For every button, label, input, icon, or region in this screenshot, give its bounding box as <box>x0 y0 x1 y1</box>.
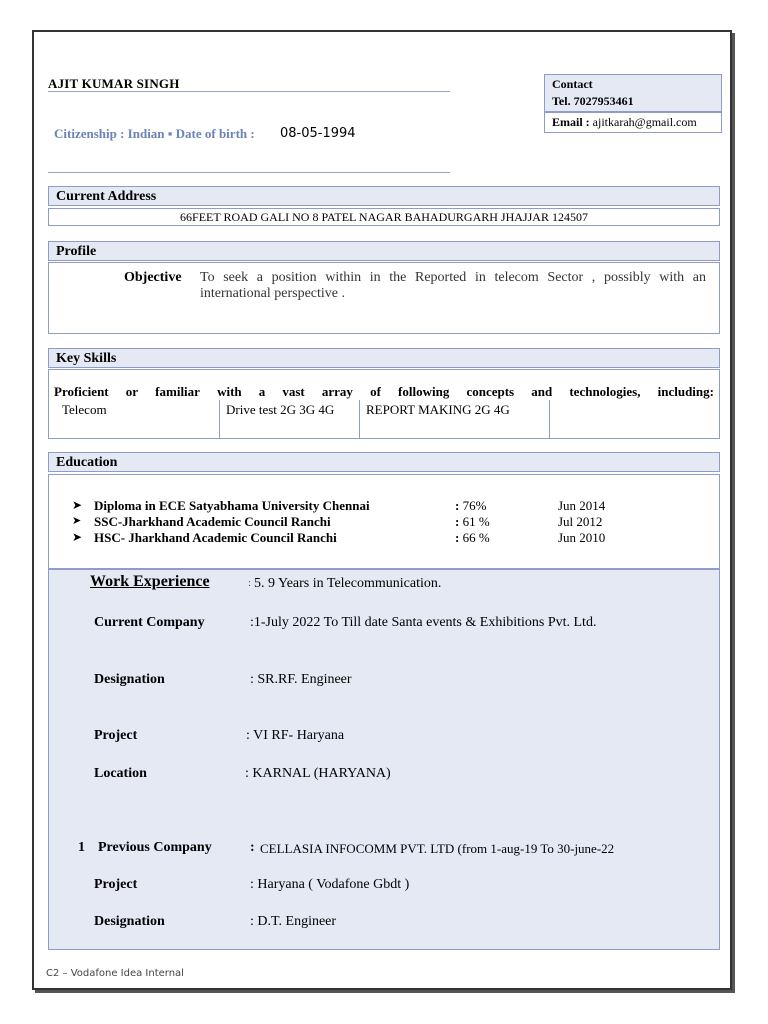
footer-classification: C2 – Vodafone Idea Internal <box>46 968 184 979</box>
skills-intro <box>54 384 714 400</box>
arrow-bullet-icon: ➤ <box>72 530 83 544</box>
skills-row <box>48 400 720 439</box>
previous-designation-value: : D.T. Engineer <box>250 914 337 929</box>
address-box <box>48 208 720 226</box>
cell-divider <box>359 400 360 438</box>
skills-intro-word: with <box>217 384 242 399</box>
previous-company-label: Previous Company <box>98 840 212 855</box>
skills-intro-word: following <box>398 384 450 399</box>
current-company-value: :1-July 2022 To Till date Santa events & Exhibitions Pvt. Ltd. <box>250 615 597 630</box>
address-value: 66FEET ROAD GALI NO 8 PATEL NAGAR BAHADURGARH JHAJJAR 124507 <box>180 210 588 224</box>
skills-intro-word: or <box>125 384 139 399</box>
skills-intro-word: array <box>321 384 353 399</box>
resume-page <box>32 30 732 990</box>
skills-intro-word: and <box>531 384 553 399</box>
previous-company-number: 1 <box>78 840 85 855</box>
education-name: Diploma in ECE Satyabhama University Chennai <box>94 498 370 513</box>
email-label: Email : <box>552 115 590 129</box>
project-label: Project <box>94 728 138 743</box>
contact-email-row <box>545 111 721 132</box>
previous-project-label: Project <box>94 877 138 892</box>
date-of-birth: 08-05-1994 <box>280 126 356 141</box>
header-divider <box>48 172 450 173</box>
previous-project-value: : Haryana ( Vodafone Gbdt ) <box>250 877 410 892</box>
candidate-name: AJIT KUMAR SINGH <box>48 76 180 91</box>
education-name: SSC-Jharkhand Academic Council Ranchi <box>94 514 331 529</box>
current-company-label: Current Company <box>94 615 205 630</box>
previous-company-colon: : <box>250 840 255 855</box>
education-pct: : 76% <box>455 498 487 513</box>
education-heading: Education <box>48 452 720 472</box>
education-pct: : 66 % <box>455 530 490 545</box>
arrow-bullet-icon: ➤ <box>72 498 83 512</box>
skill-cell: Drive test 2G 3G 4G <box>226 402 335 417</box>
name-underline <box>48 91 450 92</box>
skills-intro-word: familiar <box>155 384 200 399</box>
education-date: Jun 2010 <box>558 530 606 545</box>
skills-intro-word: a <box>258 384 266 399</box>
education-name: HSC- Jharkhand Academic Council Ranchi <box>94 530 337 545</box>
skills-intro-word: Proficient <box>54 384 109 399</box>
objective-label: Objective <box>124 270 182 285</box>
education-date: Jun 2014 <box>558 498 606 513</box>
previous-company-value: CELLASIA INFOCOMM PVT. LTD (from 1-aug-19 To 30-june-22 <box>260 841 615 856</box>
contact-box <box>544 74 722 133</box>
education-date: Jul 2012 <box>558 514 603 529</box>
work-summary-colon: : <box>248 577 252 589</box>
skill-cell: REPORT MAKING 2G 4G <box>366 402 510 417</box>
skills-intro-word: of <box>370 384 381 399</box>
location-label: Location <box>94 766 147 781</box>
profile-heading: Profile <box>48 241 720 261</box>
skill-cell <box>556 400 706 438</box>
location-value: : KARNAL (HARYANA) <box>245 766 391 781</box>
address-heading: Current Address <box>48 186 720 206</box>
contact-label: Contact <box>552 77 593 91</box>
skill-cell: Telecom <box>62 402 107 417</box>
previous-designation-label: Designation <box>94 914 165 929</box>
citizenship-line: Citizenship : Indian ▪ Date of birth : <box>54 126 255 141</box>
designation-label: Designation <box>94 672 165 687</box>
project-value: : VI RF- Haryana <box>246 728 345 743</box>
email-link[interactable]: ajitkarah@gmail.com <box>592 115 697 129</box>
skills-heading: Key Skills <box>48 348 720 368</box>
work-experience-heading: Work Experience <box>90 573 210 590</box>
objective-text: To seek a position within in the Reported in telecom Sector , possibly with an international perspective . <box>200 270 706 301</box>
cell-divider <box>219 400 220 438</box>
contact-tel: Tel. 7027953461 <box>552 94 634 108</box>
designation-value: : SR.RF. Engineer <box>250 672 352 687</box>
cell-divider <box>549 400 550 438</box>
education-pct: : 61 % <box>455 514 490 529</box>
work-summary: 5. 9 Years in Telecommunication. <box>254 576 442 591</box>
arrow-bullet-icon: ➤ <box>72 515 82 527</box>
skills-intro-word: vast <box>282 384 305 399</box>
skills-intro-word: concepts <box>466 384 515 399</box>
skills-intro-word: technologies, <box>569 384 641 399</box>
skills-intro-word: including: <box>657 384 714 399</box>
